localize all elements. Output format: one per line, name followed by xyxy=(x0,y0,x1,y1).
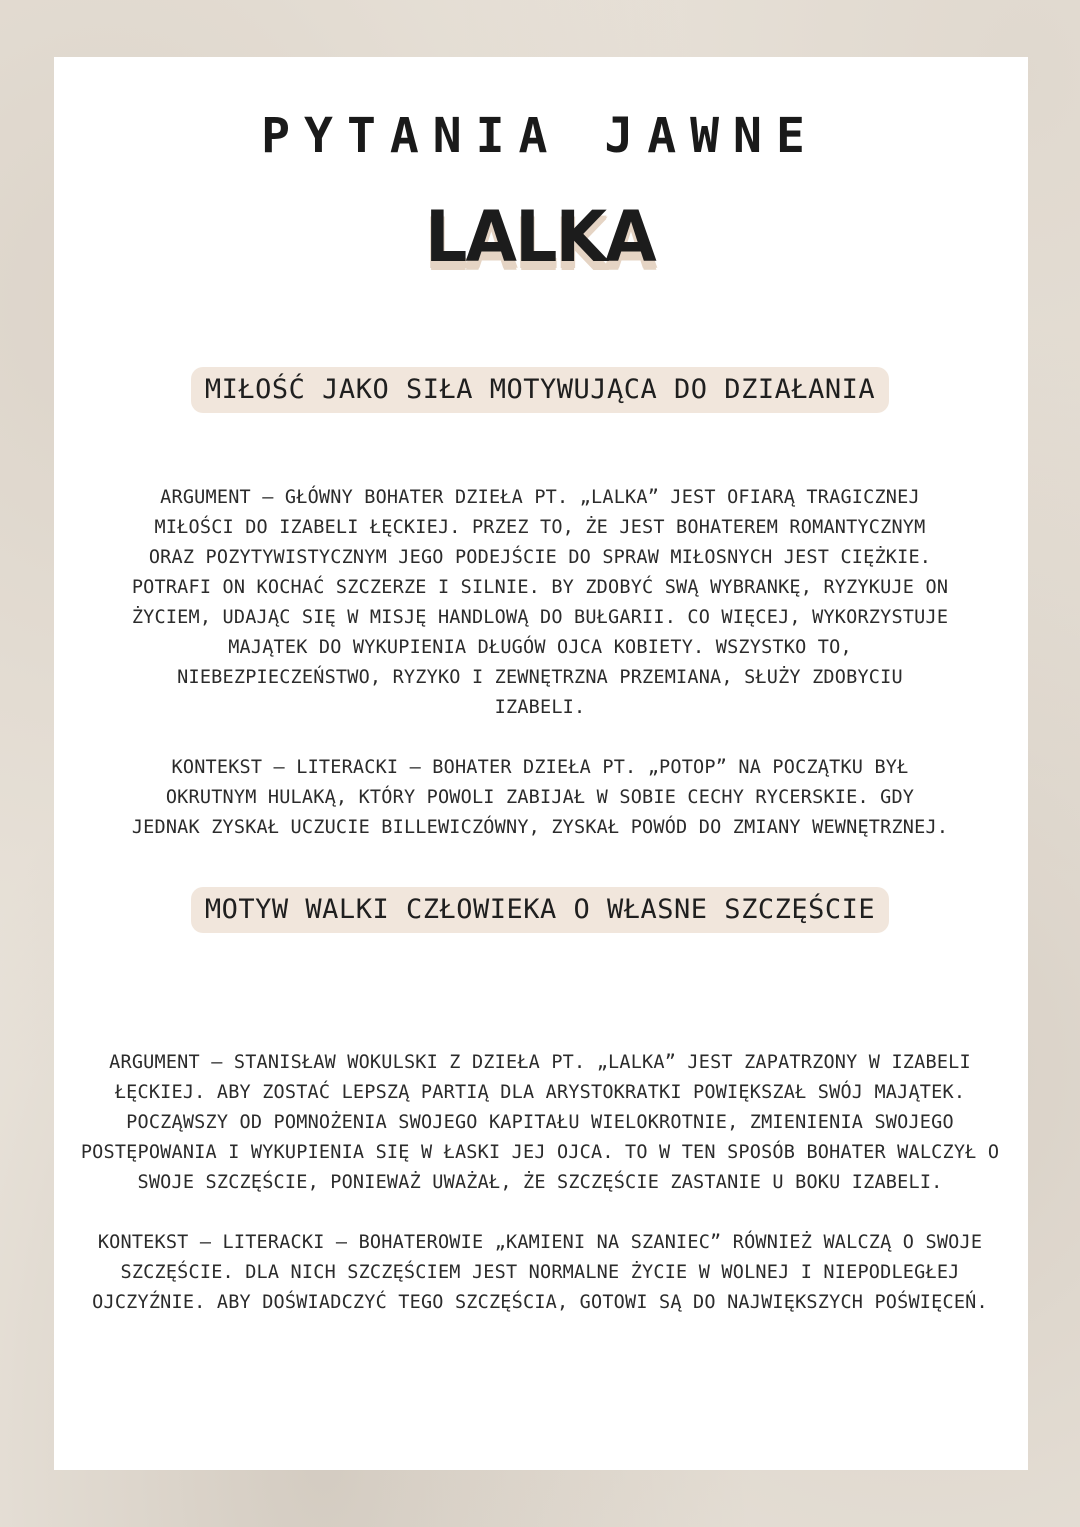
section-1-context-line: KONTEKST – LITERACKI – BOHATER DZIEŁA PT. „POTOP” NA POCZĄTKU BYŁ xyxy=(171,757,909,778)
section-1-argument-line: MIŁOŚCI DO IZABELI ŁĘCKIEJ. PRZEZ TO, ŻE JEST BOHATEREM ROMANTYCZNYM xyxy=(154,517,926,538)
section-2-argument xyxy=(0,1048,1080,1198)
section-1-context xyxy=(0,753,1080,843)
section-2-context-line: OJCZYŹNIE. ABY DOŚWIADCZYĆ TEGO SZCZĘŚCIA, GOTOWI SĄ DO NAJWIĘKSZYCH POŚWIĘCEŃ. xyxy=(92,1292,988,1313)
section-2-heading-row xyxy=(0,887,1080,933)
section-1-argument xyxy=(0,483,1080,723)
section-2-context-line: KONTEKST – LITERACKI – BOHATEROWIE „KAMIENI NA SZANIEC” RÓWNIEŻ WALCZĄ O SWOJE xyxy=(97,1232,983,1253)
section-1-argument-line: IZABELI. xyxy=(494,697,586,718)
section-2-argument-line: ARGUMENT – STANISŁAW WOKULSKI Z DZIEŁA PT. „LALKA” JEST ZAPATRZONY W IZABELI xyxy=(109,1052,971,1073)
section-1-argument-line: MAJĄTEK DO WYKUPIENIA DŁUGÓW OJCA KOBIETY. WSZYSTKO TO, xyxy=(228,637,852,658)
section-2-context xyxy=(0,1228,1080,1318)
section-2-argument-line: POCZĄWSZY OD POMNOŻENIA SWOJEGO KAPITAŁU WIELOKROTNIE, ZMIENIENIA SWOJEGO xyxy=(126,1112,954,1133)
section-1-argument-line: ARGUMENT – GŁÓWNY BOHATER DZIEŁA PT. „LALKA” JEST OFIARĄ TRAGICZNEJ xyxy=(160,487,920,508)
section-2-heading: MOTYW WALKI CZŁOWIEKA O WŁASNE SZCZĘŚCIE xyxy=(191,887,889,933)
section-1-heading-row xyxy=(0,367,1080,413)
section-1-argument-line: NIEBEZPIECZEŃSTWO, RYZYKO I ZEWNĘTRZNA PRZEMIANA, SŁUŻY ZDOBYCIU xyxy=(177,667,903,688)
section-1-context-line: OKRUTNYM HULAKĄ, KTÓRY POWOLI ZABIJAŁ W SOBIE CECHY RYCERSKIE. GDY xyxy=(165,787,915,808)
section-2-argument-line: ŁĘCKIEJ. ABY ZOSTAĆ LEPSZĄ PARTIĄ DLA ARYSTOKRATKI POWIĘKSZAŁ SWÓJ MAJĄTEK. xyxy=(114,1082,966,1103)
section-2-argument-line: SWOJE SZCZĘŚCIE, PONIEWAŻ UWAŻAŁ, ŻE SZCZĘŚCIE ZASTANIE U BOKU IZABELI. xyxy=(137,1172,943,1193)
subtitle-row xyxy=(0,196,1080,278)
section-1-context-line: JEDNAK ZYSKAŁ UCZUCIE BILLEWICZÓWNY, ZYSKAŁ POWÓD DO ZMIANY WEWNĘTRZNEJ. xyxy=(131,817,949,838)
section-1-argument-line: POTRAFI ON KOCHAĆ SZCZERZE I SILNIE. BY ZDOBYĆ SWĄ WYBRANKĘ, RYZYKUJE ON xyxy=(131,577,949,598)
section-1-heading: MIŁOŚĆ JAKO SIŁA MOTYWUJĄCA DO DZIAŁANIA xyxy=(191,367,889,413)
section-1-argument-line: ORAZ POZYTYWISTYCZNYM JEGO PODEJŚCIE DO SPRAW MIŁOSNYCH JEST CIĘŻKIE. xyxy=(148,547,932,568)
section-2-argument-line: POSTĘPOWANIA I WYKUPIENIA SIĘ W ŁASKI JEJ OJCA. TO W TEN SPOSÓB BOHATER WALCZYŁ O xyxy=(80,1142,1000,1163)
page-title: PYTANIA JAWNE xyxy=(261,108,819,164)
section-2-context-line: SZCZĘŚCIE. DLA NICH SZCZĘŚCIEM JEST NORMALNE ŻYCIE W WOLNEJ I NIEPODLEGŁEJ xyxy=(120,1262,960,1283)
section-1-argument-line: ŻYCIEM, UDAJĄC SIĘ W MISJĘ HANDLOWĄ DO BUŁGARII. CO WIĘCEJ, WYKORZYSTUJE xyxy=(131,607,949,628)
subtitle-lalka: LALKA xyxy=(425,196,655,278)
